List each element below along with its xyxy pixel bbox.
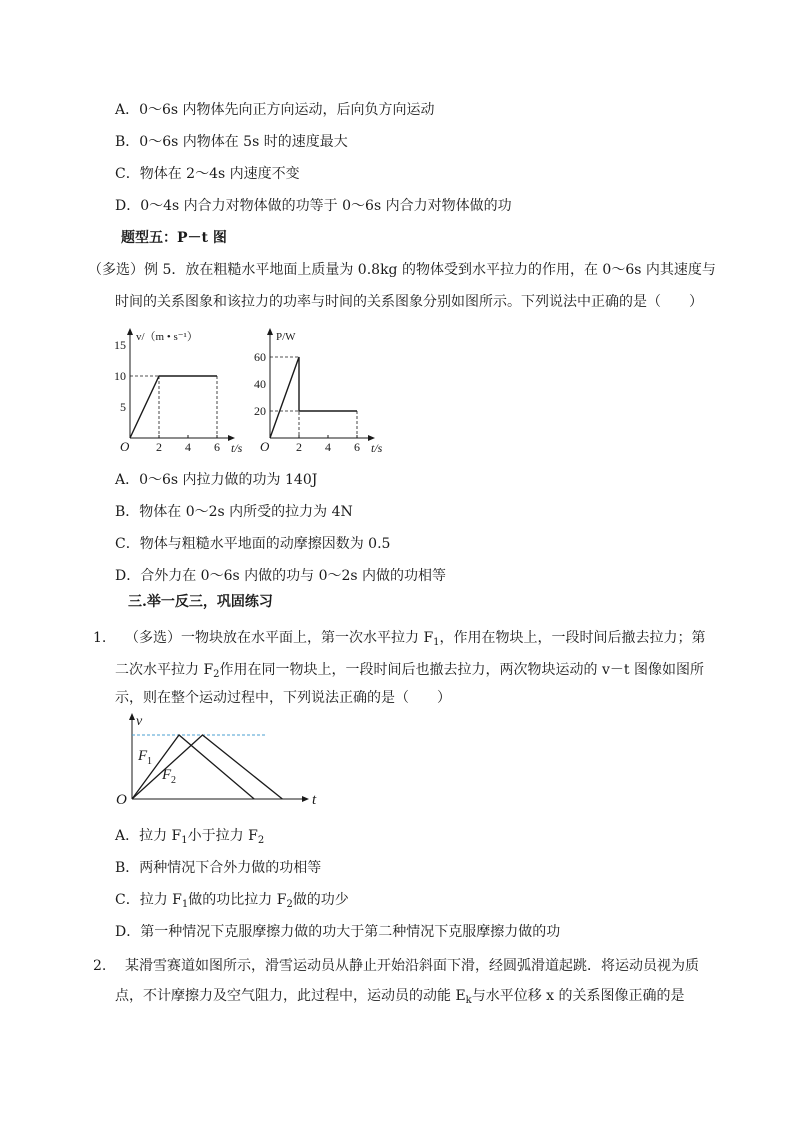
q1-chart-series-0-label-sub: 1 bbox=[147, 756, 152, 767]
q1-opt-c-mid: 做的功比拉力 F bbox=[188, 892, 287, 908]
q1-line1 bbox=[125, 628, 706, 648]
chart1-y-label: P/W bbox=[276, 331, 296, 343]
q1-option-b: B．两种情况下合外力做的功相等 bbox=[115, 860, 322, 876]
chart1-y-tick-label: 60 bbox=[254, 350, 266, 364]
q4-option-a: A．0～6s 内物体先向正方向运动，后向负方向运动 bbox=[115, 102, 435, 118]
q1-option-d: D．第一种情况下克服摩擦力做的功大于第二种情况下克服摩擦力做的功 bbox=[115, 924, 561, 940]
q1-opt-a-pre: A．拉力 F bbox=[115, 828, 182, 844]
chart1-data-line bbox=[270, 357, 357, 438]
q1-chart-series-1-label-sub: 2 bbox=[171, 775, 176, 786]
example5-option-b: B．物体在 0～2s 内所受的拉力为 4N bbox=[115, 504, 353, 520]
chart0-x-tick-label: 2 bbox=[156, 440, 162, 454]
chart1-x-tick-label: 2 bbox=[296, 440, 302, 454]
q1-chart-series-1-label: F bbox=[162, 767, 172, 783]
q1-opt-a-mid: 小于拉力 F bbox=[187, 828, 258, 844]
q1-opt-a-sub1: 1 bbox=[181, 835, 188, 846]
q1-opt-c-post: 做的功少 bbox=[292, 892, 349, 908]
chart1-y-tick-label: 40 bbox=[254, 377, 266, 391]
chart1-y-tick-label: 20 bbox=[254, 404, 266, 418]
vt-graph bbox=[115, 325, 245, 455]
q1-opt-c-sub1: 1 bbox=[181, 899, 189, 910]
example5-option-a: A．0～6s 内拉力做的功为 140J bbox=[115, 472, 318, 488]
q1-line2-sub: 2 bbox=[213, 669, 220, 680]
q2-line2 bbox=[115, 986, 685, 1006]
q2-number: 2. bbox=[93, 958, 107, 974]
chart1-x-label: t/s bbox=[371, 441, 383, 455]
chart0-x-tick-label: 6 bbox=[214, 440, 220, 454]
q1-chart-x-label: t bbox=[312, 792, 317, 808]
chart0-y-tick-label: 15 bbox=[114, 338, 126, 352]
section3-title: 三.举一反三，巩固练习 bbox=[128, 594, 273, 610]
chart1-x-tick-label: 4 bbox=[325, 440, 331, 454]
chart0-y-tick-label: 5 bbox=[120, 400, 126, 414]
chart1-y-arrow bbox=[267, 328, 273, 335]
q1-opt-a-sub2: 2 bbox=[257, 835, 265, 846]
example5-line2: 时间的关系图象和该拉力的功率与时间的关系图象分别如图所示。下列说法中正确的是（ ） bbox=[115, 294, 703, 310]
q1-chart-y-arrow bbox=[129, 713, 135, 720]
q1-number: 1. bbox=[93, 630, 107, 646]
q2-line2-sub: k bbox=[465, 995, 472, 1006]
example5-option-d: D．合外力在 0～6s 内做的功与 0～2s 内做的功相等 bbox=[115, 568, 447, 584]
chart0-x-label: t/s bbox=[231, 441, 243, 455]
q4-option-b: B．0～6s 内物体在 5s 时的速度最大 bbox=[115, 134, 348, 150]
q1-line1-sub: 1 bbox=[433, 637, 440, 648]
chart0-x-tick-label: 4 bbox=[185, 440, 191, 454]
q1-line1-pre: （多选）一物块放在水平面上，第一次水平拉力 F bbox=[125, 630, 434, 646]
chart0-origin-label: O bbox=[120, 439, 130, 454]
chart0-y-label: v/（m • s⁻¹） bbox=[136, 331, 198, 343]
q1-opt-c-sub2: 2 bbox=[286, 899, 293, 910]
example5-line1: （多选）例 5．放在粗糙水平地面上质量为 0.8kg 的物体受到水平拉力的作用，在 0～6s 内其速度与 bbox=[88, 262, 716, 278]
q2-line1: 某滑雪赛道如图所示，滑雪运动员从静止开始沿斜面下滑，经圆弧滑道起跳．将运动员视为质 bbox=[125, 958, 699, 974]
q1-option-a bbox=[115, 826, 264, 846]
q1-line2-pre: 二次水平拉力 F bbox=[115, 662, 214, 678]
q2-line2-pre: 点，不计摩擦力及空气阻力，此过程中，运动员的动能 E bbox=[115, 988, 466, 1004]
example5-option-c: C．物体与粗糙水平地面的动摩擦因数为 0.5 bbox=[115, 536, 391, 552]
chart0-data-line bbox=[130, 376, 217, 438]
q1-option-c bbox=[115, 890, 349, 910]
q1-chart-series-1 bbox=[132, 735, 282, 799]
chart0-y-arrow bbox=[127, 328, 133, 335]
chart0-y-tick-label: 10 bbox=[114, 369, 126, 383]
q1-line2-post: 作用在同一物块上，一段时间后也撤去拉力，两次物块运动的 v－t 图像如图所 bbox=[219, 662, 704, 678]
q1-opt-c-pre: C．拉力 F bbox=[115, 892, 182, 908]
section5-title: 题型五：P－t 图 bbox=[121, 230, 227, 246]
q1-line2 bbox=[115, 660, 704, 680]
q4-option-c: C．物体在 2～4s 内速度不变 bbox=[115, 166, 300, 182]
q1-chart-y-label: v bbox=[136, 714, 143, 729]
q1-chart-series-0-label: F bbox=[138, 748, 148, 764]
q2-line2-post: 与水平位移 x 的关系图像正确的是 bbox=[471, 988, 685, 1004]
q1-line1-post: ，作用在物块上，一段时间后撤去拉力；第 bbox=[439, 630, 706, 646]
q4-option-d: D．0～4s 内合力对物体做的功等于 0～6s 内合力对物体做的功 bbox=[115, 198, 512, 214]
chart1-origin-label: O bbox=[260, 439, 270, 454]
q1-vt-graph bbox=[115, 712, 315, 812]
q1-chart-x-arrow bbox=[302, 796, 309, 802]
chart1-x-tick-label: 6 bbox=[354, 440, 360, 454]
q1-chart-origin-label: O bbox=[116, 792, 127, 808]
pt-graph bbox=[255, 325, 385, 455]
q1-line3: 示，则在整个运动过程中，下列说法正确的是（ ） bbox=[115, 690, 451, 706]
q1-chart-series-0 bbox=[132, 735, 254, 799]
